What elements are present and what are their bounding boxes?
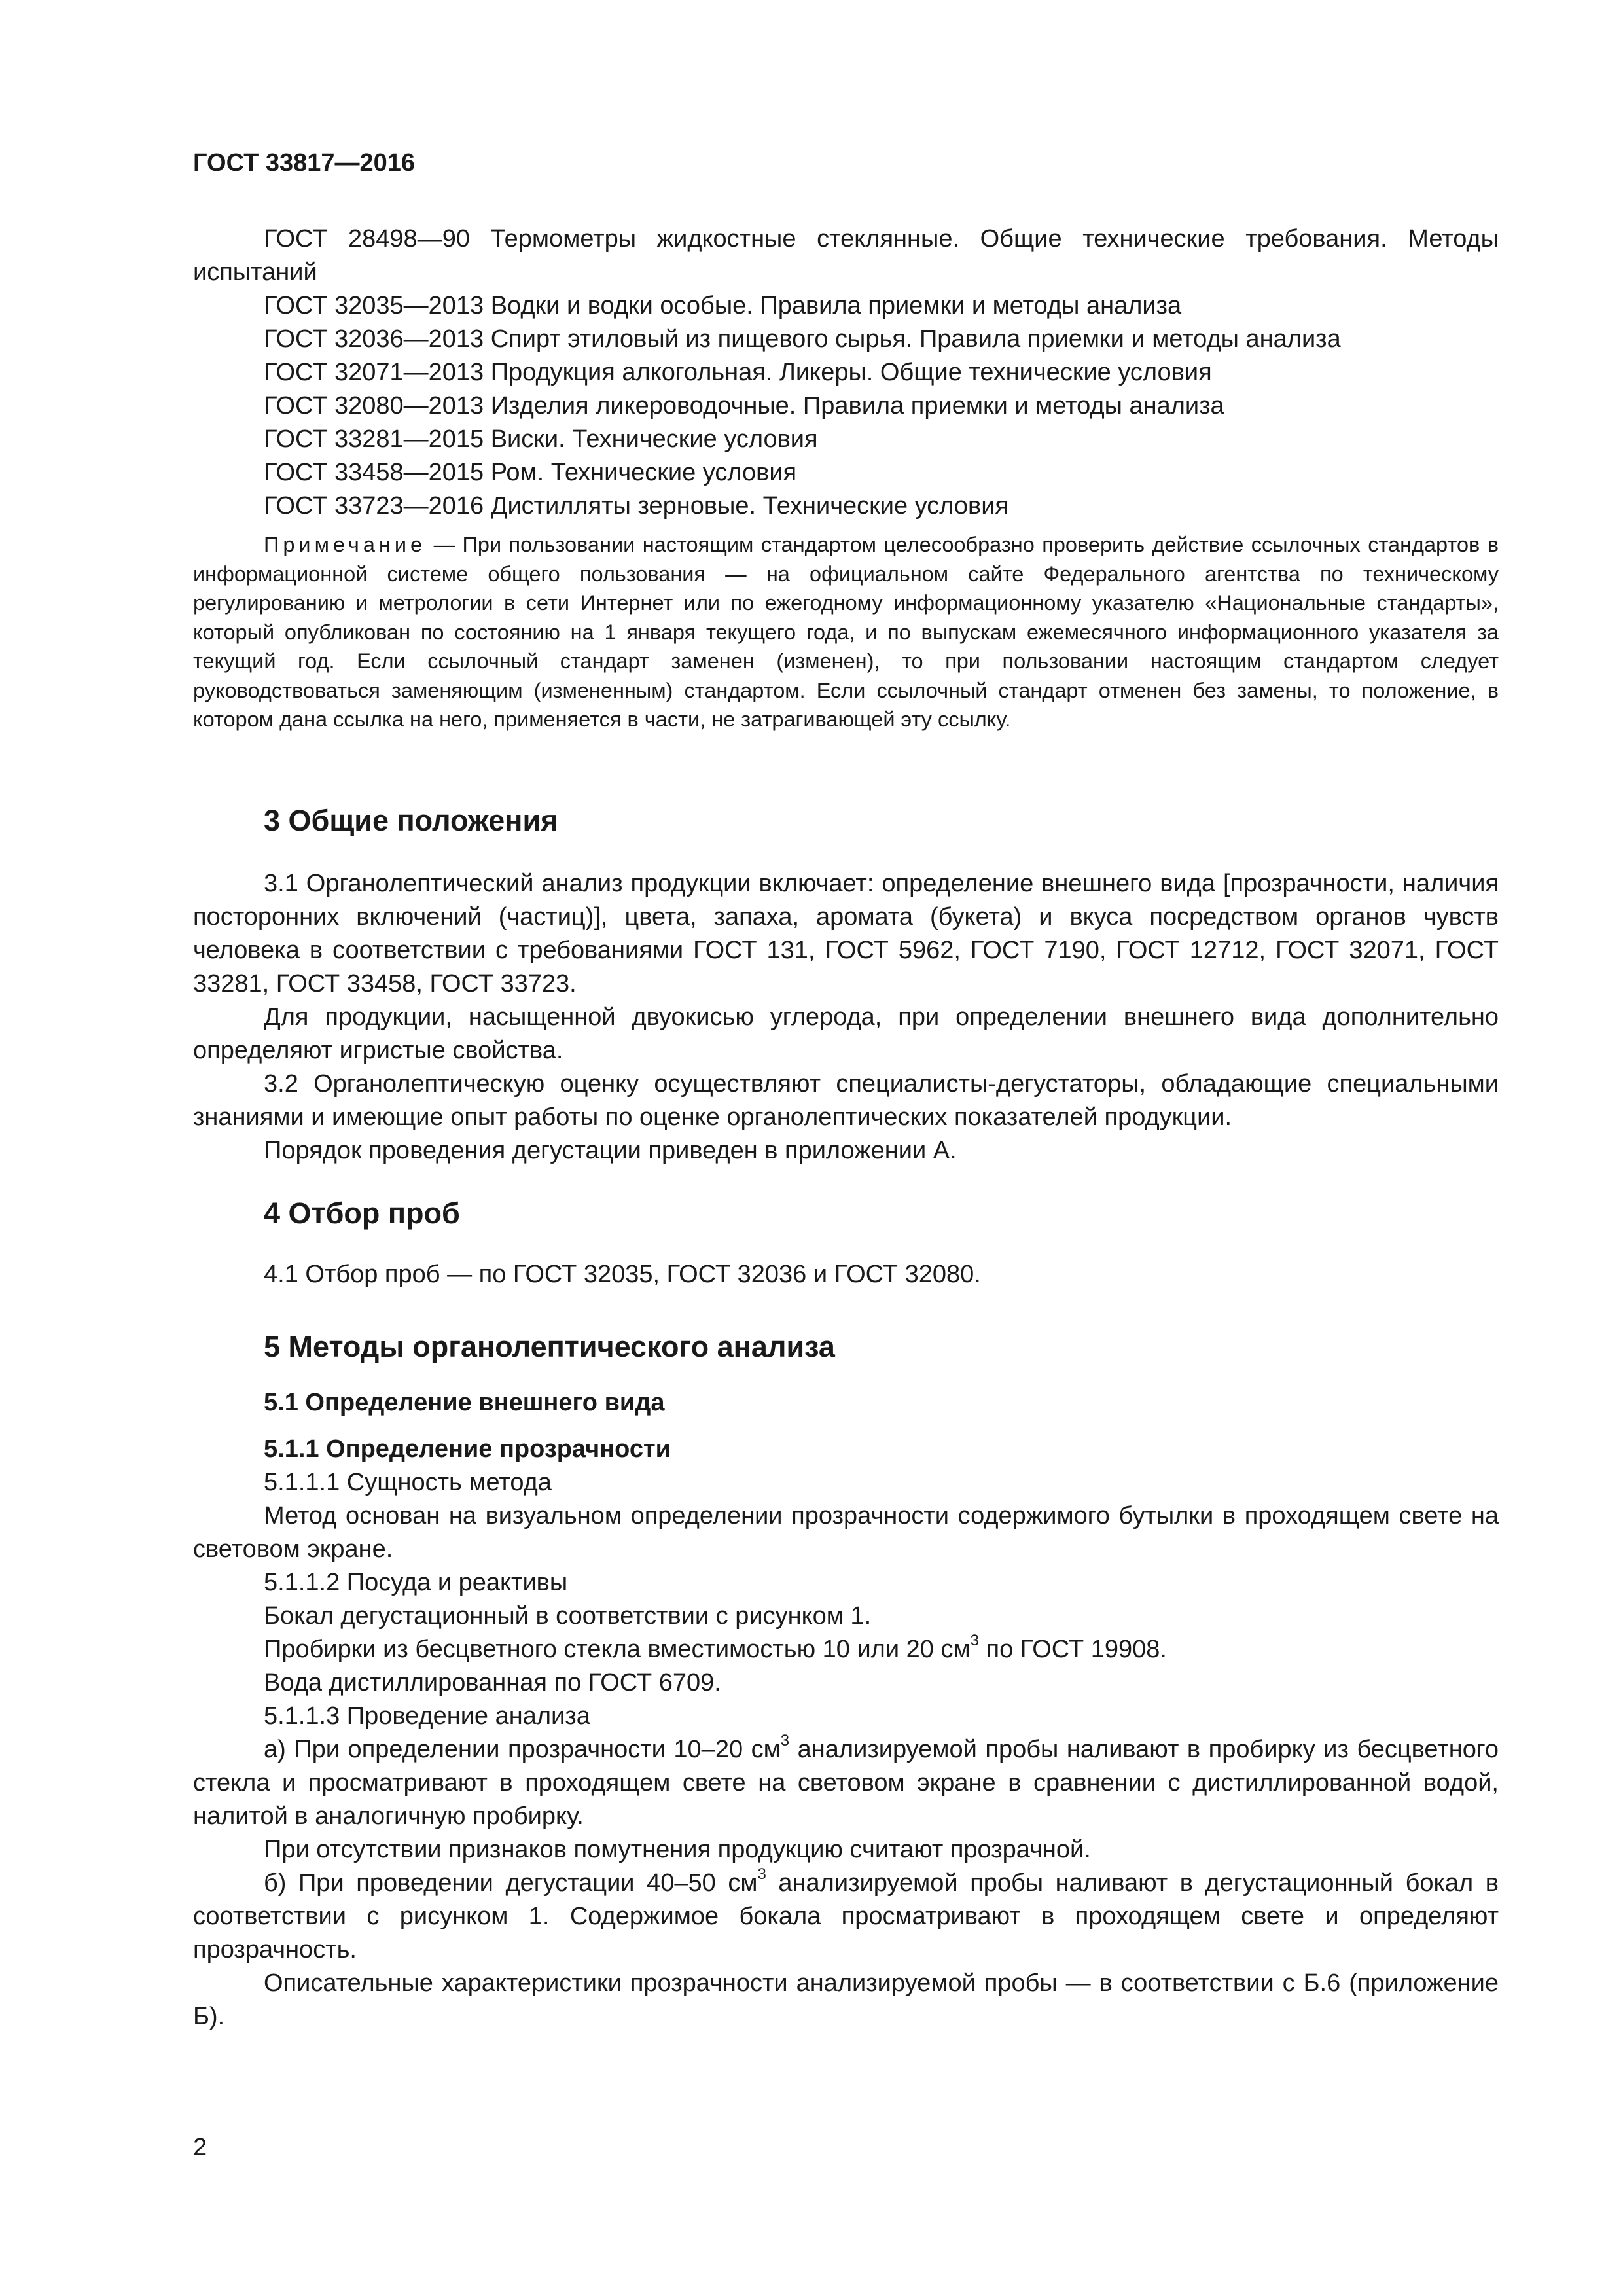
paragraph: Для продукции, насыщенной двуокисью углерода, при определении внешнего вида дополнительно определяют игристые свойства. bbox=[193, 1003, 1499, 1064]
paragraph bbox=[193, 1867, 1499, 1967]
reference-item: ГОСТ 33723—2016 Дистилляты зерновые. Технические условия bbox=[264, 492, 1008, 520]
text-fragment: а) При определении прозрачности 10–20 см bbox=[264, 1736, 781, 1763]
section-5-body bbox=[193, 1466, 1499, 2034]
paragraph: Вода дистиллированная по ГОСТ 6709. bbox=[264, 1669, 721, 1696]
text-fragment: Пробирки из бесцветного стекла вместимостью 10 или 20 см bbox=[264, 1636, 971, 1663]
section-3-heading: 3 Общие положения bbox=[264, 804, 558, 837]
paragraph bbox=[193, 1633, 1499, 1666]
superscript: 3 bbox=[780, 1732, 790, 1750]
note-text: — При пользовании настоящим стандартом целесообразно проверить действие ссылочных стандартов в информационной системе общего пользования — на официальном сайте Федерального агентства по техническому регулированию и метрологии в сети Интернет или по ежегодному информационному указателю «Национальные стандарты», который опубликован по состоянию на 1 января текущего года, и по выпускам ежемесячного информационного указателя за текущий год. Если ссылочный стандарт заменен (изменен), то при пользовании настоящим стандартом следует руководствоваться заменяющим (измененным) стандартом. Если ссылочный стандарт отменен без замены, то положение, в котором дана ссылка на него, применяется в части, не затрагивающей эту ссылку. bbox=[193, 533, 1499, 731]
paragraph: 4.1 Отбор проб — по ГОСТ 32035, ГОСТ 32036 и ГОСТ 32080. bbox=[264, 1261, 981, 1288]
reference-item: ГОСТ 32080—2013 Изделия ликероводочные. Правила приемки и методы анализа bbox=[264, 392, 1224, 420]
paragraph: 3.2 Органолептическую оценку осуществляют специалисты-дегустаторы, обладающие специальными знаниями и имеющие опыт работы по оценке органолептических показателей продукции. bbox=[193, 1070, 1499, 1131]
reference-item: ГОСТ 32071—2013 Продукция алкогольная. Ликеры. Общие технические условия bbox=[264, 359, 1212, 386]
text-fragment: анализируемой пробы наливают в дегустационный бокал в соответствии с рисунком 1. Содержимое бокала просматривают в проходящем свете и определяют прозрачность. bbox=[193, 1869, 1499, 1964]
text-fragment: по ГОСТ 19908. bbox=[978, 1636, 1167, 1663]
document-code: ГОСТ 33817—2016 bbox=[193, 149, 416, 177]
section-5-heading: 5 Методы органолептического анализа bbox=[264, 1330, 835, 1363]
reference-item: ГОСТ 28498—90 Термометры жидкостные стеклянные. Общие технические требования. Методы испытаний bbox=[193, 225, 1499, 286]
superscript: 3 bbox=[970, 1632, 979, 1650]
reference-item: ГОСТ 32035—2013 Водки и водки особые. Правила приемки и методы анализа bbox=[264, 292, 1182, 319]
note-block bbox=[193, 530, 1499, 734]
reference-item: ГОСТ 33458—2015 Ром. Технические условия bbox=[264, 459, 797, 486]
note-label: Примечание bbox=[264, 533, 427, 556]
superscript: 3 bbox=[757, 1865, 766, 1884]
paragraph: Бокал дегустационный в соответствии с рисунком 1. bbox=[264, 1602, 872, 1630]
paragraph: Метод основан на визуальном определении прозрачности содержимого бутылки в проходящем свете на световом экране. bbox=[193, 1502, 1499, 1563]
subsection-5-1-heading: 5.1 Определение внешнего вида bbox=[264, 1389, 665, 1416]
section-4-heading: 4 Отбор проб bbox=[264, 1196, 460, 1230]
paragraph: 5.1.1.3 Проведение анализа bbox=[264, 1702, 590, 1730]
paragraph bbox=[193, 1733, 1499, 1833]
text-fragment: б) При проведении дегустации 40–50 см bbox=[264, 1869, 758, 1897]
section-4-body bbox=[193, 1258, 1499, 1291]
paragraph: 3.1 Органолептический анализ продукции включает: определение внешнего вида [прозрачности, наличия посторонних включений (частиц)], цвета, запаха, аромата (букета) и вкуса посредством органов чувств человека в соответствии с требованиями ГОСТ 131, ГОСТ 5962, ГОСТ 7190, ГОСТ 12712, ГОСТ 32071, ГОСТ 33281, ГОСТ 33458, ГОСТ 33723. bbox=[193, 870, 1499, 997]
paragraph: 5.1.1.1 Сущность метода bbox=[264, 1469, 552, 1496]
reference-item: ГОСТ 32036—2013 Спирт этиловый из пищевого сырья. Правила приемки и методы анализа bbox=[264, 325, 1341, 353]
paragraph: При отсутствии признаков помутнения продукцию считают прозрачной. bbox=[264, 1836, 1091, 1863]
section-3-body bbox=[193, 867, 1499, 1168]
normative-references-list bbox=[193, 223, 1499, 523]
reference-item: ГОСТ 33281—2015 Виски. Технические условия bbox=[264, 425, 818, 453]
paragraph: Описательные характеристики прозрачности анализируемой пробы — в соответствии с Б.6 (приложение Б). bbox=[193, 1969, 1499, 2030]
subsection-5-1-1-heading: 5.1.1 Определение прозрачности bbox=[264, 1435, 671, 1463]
paragraph: 5.1.1.2 Посуда и реактивы bbox=[264, 1569, 568, 1596]
page-number: 2 bbox=[193, 2134, 207, 2161]
text-fragment: анализируемой пробы наливают в пробирку из бесцветного стекла и просматривают в проходящем свете на световом экране в сравнении с дистиллированной водой, налитой в аналогичную пробирку. bbox=[193, 1736, 1499, 1830]
paragraph: Порядок проведения дегустации приведен в приложении А. bbox=[264, 1137, 957, 1164]
